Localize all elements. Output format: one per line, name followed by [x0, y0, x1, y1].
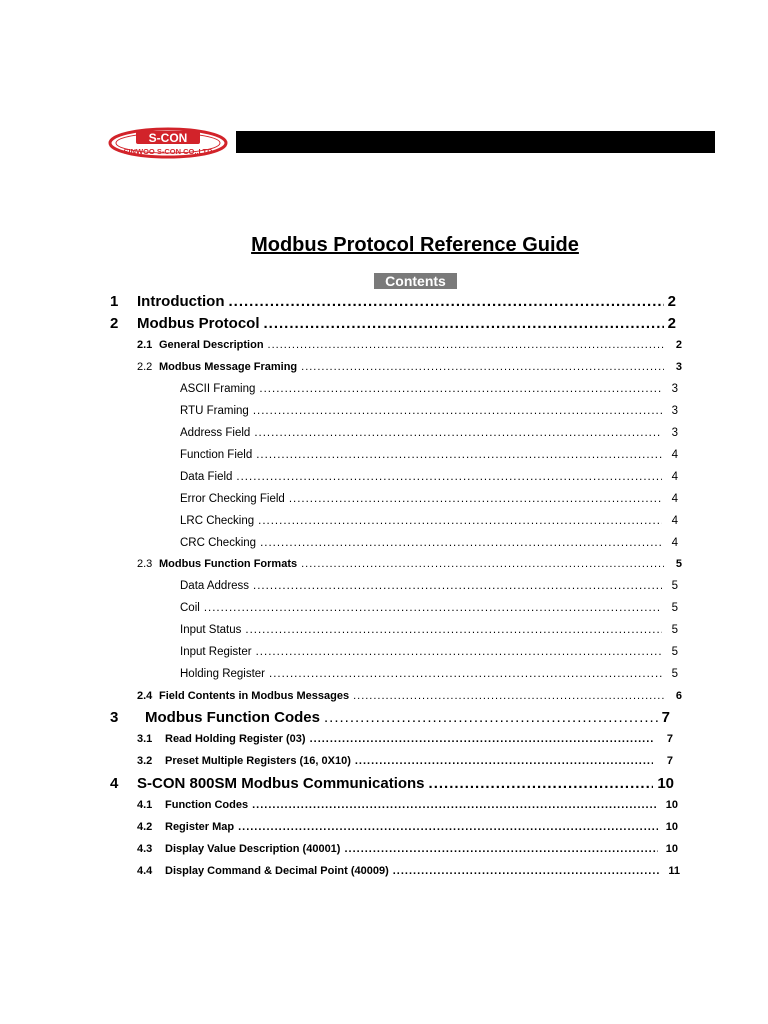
- toc-number: 2.2: [137, 361, 153, 373]
- toc-title: Modbus Function Formats: [159, 558, 298, 570]
- toc-entry-3-1[interactable]: [137, 733, 673, 745]
- toc-leader: [245, 624, 662, 636]
- toc-page: 7: [666, 755, 673, 767]
- toc-number: 1: [110, 293, 119, 310]
- toc-leader: [258, 515, 662, 527]
- toc-entry-input-status[interactable]: [180, 624, 678, 636]
- toc-title: S-CON 800SM Modbus Communications: [137, 775, 425, 792]
- toc-page: 7: [666, 733, 673, 745]
- toc-title: Error Checking Field: [180, 493, 285, 505]
- toc-entry-ascii-framing[interactable]: [180, 383, 678, 395]
- logo-ring-text: SINWOO S-CON CO.,LTD: [123, 147, 213, 156]
- toc-leader: [256, 646, 662, 658]
- toc-leader: [355, 755, 653, 767]
- toc-number: 3.1: [137, 733, 153, 745]
- toc-title: Coil: [180, 602, 200, 614]
- toc-entry-4-4[interactable]: [137, 865, 680, 877]
- toc-number: 4: [110, 775, 119, 792]
- toc-title: Function Codes: [165, 799, 249, 811]
- logo-main-text: S-CON: [148, 131, 188, 145]
- toc-title: General Description: [159, 339, 264, 351]
- toc-title: Display Command & Decimal Point (40009): [165, 865, 389, 877]
- toc-title: CRC Checking: [180, 537, 257, 549]
- toc-number: 4.3: [137, 843, 153, 855]
- toc-title: Register Map: [165, 821, 235, 833]
- contents-label: Contents: [374, 273, 457, 289]
- toc-title: Preset Multiple Registers (16, 0X10): [165, 755, 351, 767]
- toc-page: 10: [665, 843, 678, 855]
- toc-leader: [310, 733, 653, 745]
- toc-page: 5: [671, 646, 678, 658]
- toc-entry-crc-checking[interactable]: [180, 537, 678, 549]
- toc-entry-4-3[interactable]: [137, 843, 678, 855]
- toc-leader: [254, 427, 662, 439]
- toc-number: 4.1: [137, 799, 153, 811]
- toc-title: Field Contents in Modbus Messages: [159, 690, 350, 702]
- toc-entry-2[interactable]: [110, 315, 676, 332]
- toc-page: 2: [667, 293, 676, 310]
- toc-page: 10: [657, 775, 674, 792]
- toc-leader: [301, 361, 664, 373]
- toc-page: 5: [671, 580, 678, 592]
- toc-page: 7: [661, 709, 670, 726]
- toc-leader: [353, 690, 664, 702]
- toc-title: Function Field: [180, 449, 253, 461]
- document-title: Modbus Protocol Reference Guide: [251, 234, 579, 256]
- toc-entry-4[interactable]: [110, 775, 674, 792]
- toc-title: Data Field: [180, 471, 233, 483]
- toc-number: 4.4: [137, 865, 153, 877]
- toc-entry-data-field[interactable]: [180, 471, 678, 483]
- toc-entry-coil[interactable]: [180, 602, 678, 614]
- toc-entry-input-register[interactable]: [180, 646, 678, 658]
- toc-page: 4: [671, 515, 678, 527]
- toc-leader: [324, 709, 658, 726]
- toc-entry-4-2[interactable]: [137, 821, 678, 833]
- toc-entry-3-2[interactable]: [137, 755, 673, 767]
- toc-page: 3: [671, 427, 678, 439]
- toc-page: 2: [667, 315, 676, 332]
- toc-page: 5: [671, 602, 678, 614]
- toc-number: 2.1: [137, 339, 153, 351]
- toc-title: Introduction: [137, 293, 225, 310]
- toc-page: 4: [671, 493, 678, 505]
- toc-leader: [269, 668, 662, 680]
- toc-title: ASCII Framing: [180, 383, 256, 395]
- toc-title: RTU Framing: [180, 405, 249, 417]
- toc-title: LRC Checking: [180, 515, 255, 527]
- toc-entry-data-address[interactable]: [180, 580, 678, 592]
- toc-title: Display Value Description (40001): [165, 843, 341, 855]
- toc-title: Holding Register: [180, 668, 266, 680]
- toc-page: 4: [671, 471, 678, 483]
- toc-leader: [238, 821, 658, 833]
- toc-title: Address Field: [180, 427, 251, 439]
- toc-title: Modbus Protocol: [137, 315, 260, 332]
- toc-leader: [236, 471, 662, 483]
- toc-number: 2.4: [137, 690, 153, 702]
- toc-page: 5: [671, 624, 678, 636]
- toc-title: Input Register: [180, 646, 252, 658]
- toc-page: 4: [671, 449, 678, 461]
- toc-leader: [204, 602, 662, 614]
- toc-leader: [252, 799, 658, 811]
- toc-leader: [301, 558, 664, 570]
- toc-leader: [268, 339, 664, 351]
- toc-entry-2-4[interactable]: [137, 690, 682, 702]
- toc-entry-3[interactable]: [110, 709, 670, 726]
- toc-leader: [253, 405, 662, 417]
- toc-entry-address-field[interactable]: [180, 427, 678, 439]
- toc-leader: [344, 843, 658, 855]
- toc-entry-rtu-framing[interactable]: [180, 405, 678, 417]
- toc-title: Input Status: [180, 624, 242, 636]
- toc-number: 4.2: [137, 821, 153, 833]
- toc-page: 4: [671, 537, 678, 549]
- toc-entry-4-1[interactable]: [137, 799, 678, 811]
- toc-entry-function-field[interactable]: [180, 449, 678, 461]
- toc-title: Data Address: [180, 580, 250, 592]
- toc-entry-holding-register[interactable]: [180, 668, 678, 680]
- toc-entry-2-3[interactable]: [137, 558, 682, 570]
- toc-number: 3: [110, 709, 119, 726]
- toc-entry-2-2[interactable]: [137, 361, 682, 373]
- toc-page: 6: [675, 690, 682, 702]
- toc-entry-error-checking-field[interactable]: [180, 493, 678, 505]
- toc-leader: [393, 865, 660, 877]
- toc-number: 3.2: [137, 755, 153, 767]
- toc-title: Read Holding Register (03): [165, 733, 306, 745]
- toc-page: 3: [671, 405, 678, 417]
- toc-page: 10: [665, 799, 678, 811]
- toc-entry-lrc-checking[interactable]: [180, 515, 678, 527]
- toc-page: 3: [671, 383, 678, 395]
- toc-page: 10: [665, 821, 678, 833]
- toc-number: 2.3: [137, 558, 153, 570]
- toc-leader: [260, 537, 662, 549]
- toc-title: Modbus Function Codes: [145, 709, 320, 726]
- toc-leader: [264, 315, 664, 332]
- toc-entry-2-1[interactable]: [137, 339, 682, 351]
- toc-page: 3: [675, 361, 682, 373]
- toc-page: 2: [675, 339, 682, 351]
- toc-title: Modbus Message Framing: [159, 361, 298, 373]
- toc-page: 11: [668, 865, 680, 877]
- toc-leader: [429, 775, 654, 792]
- toc-leader: [256, 449, 662, 461]
- toc-leader: [228, 293, 663, 310]
- toc-page: 5: [671, 668, 678, 680]
- toc-leader: [259, 383, 662, 395]
- toc-leader: [289, 493, 662, 505]
- toc-number: 2: [110, 315, 119, 332]
- toc-entry-1[interactable]: [110, 293, 676, 310]
- toc-page: 5: [675, 558, 682, 570]
- toc-leader: [253, 580, 662, 592]
